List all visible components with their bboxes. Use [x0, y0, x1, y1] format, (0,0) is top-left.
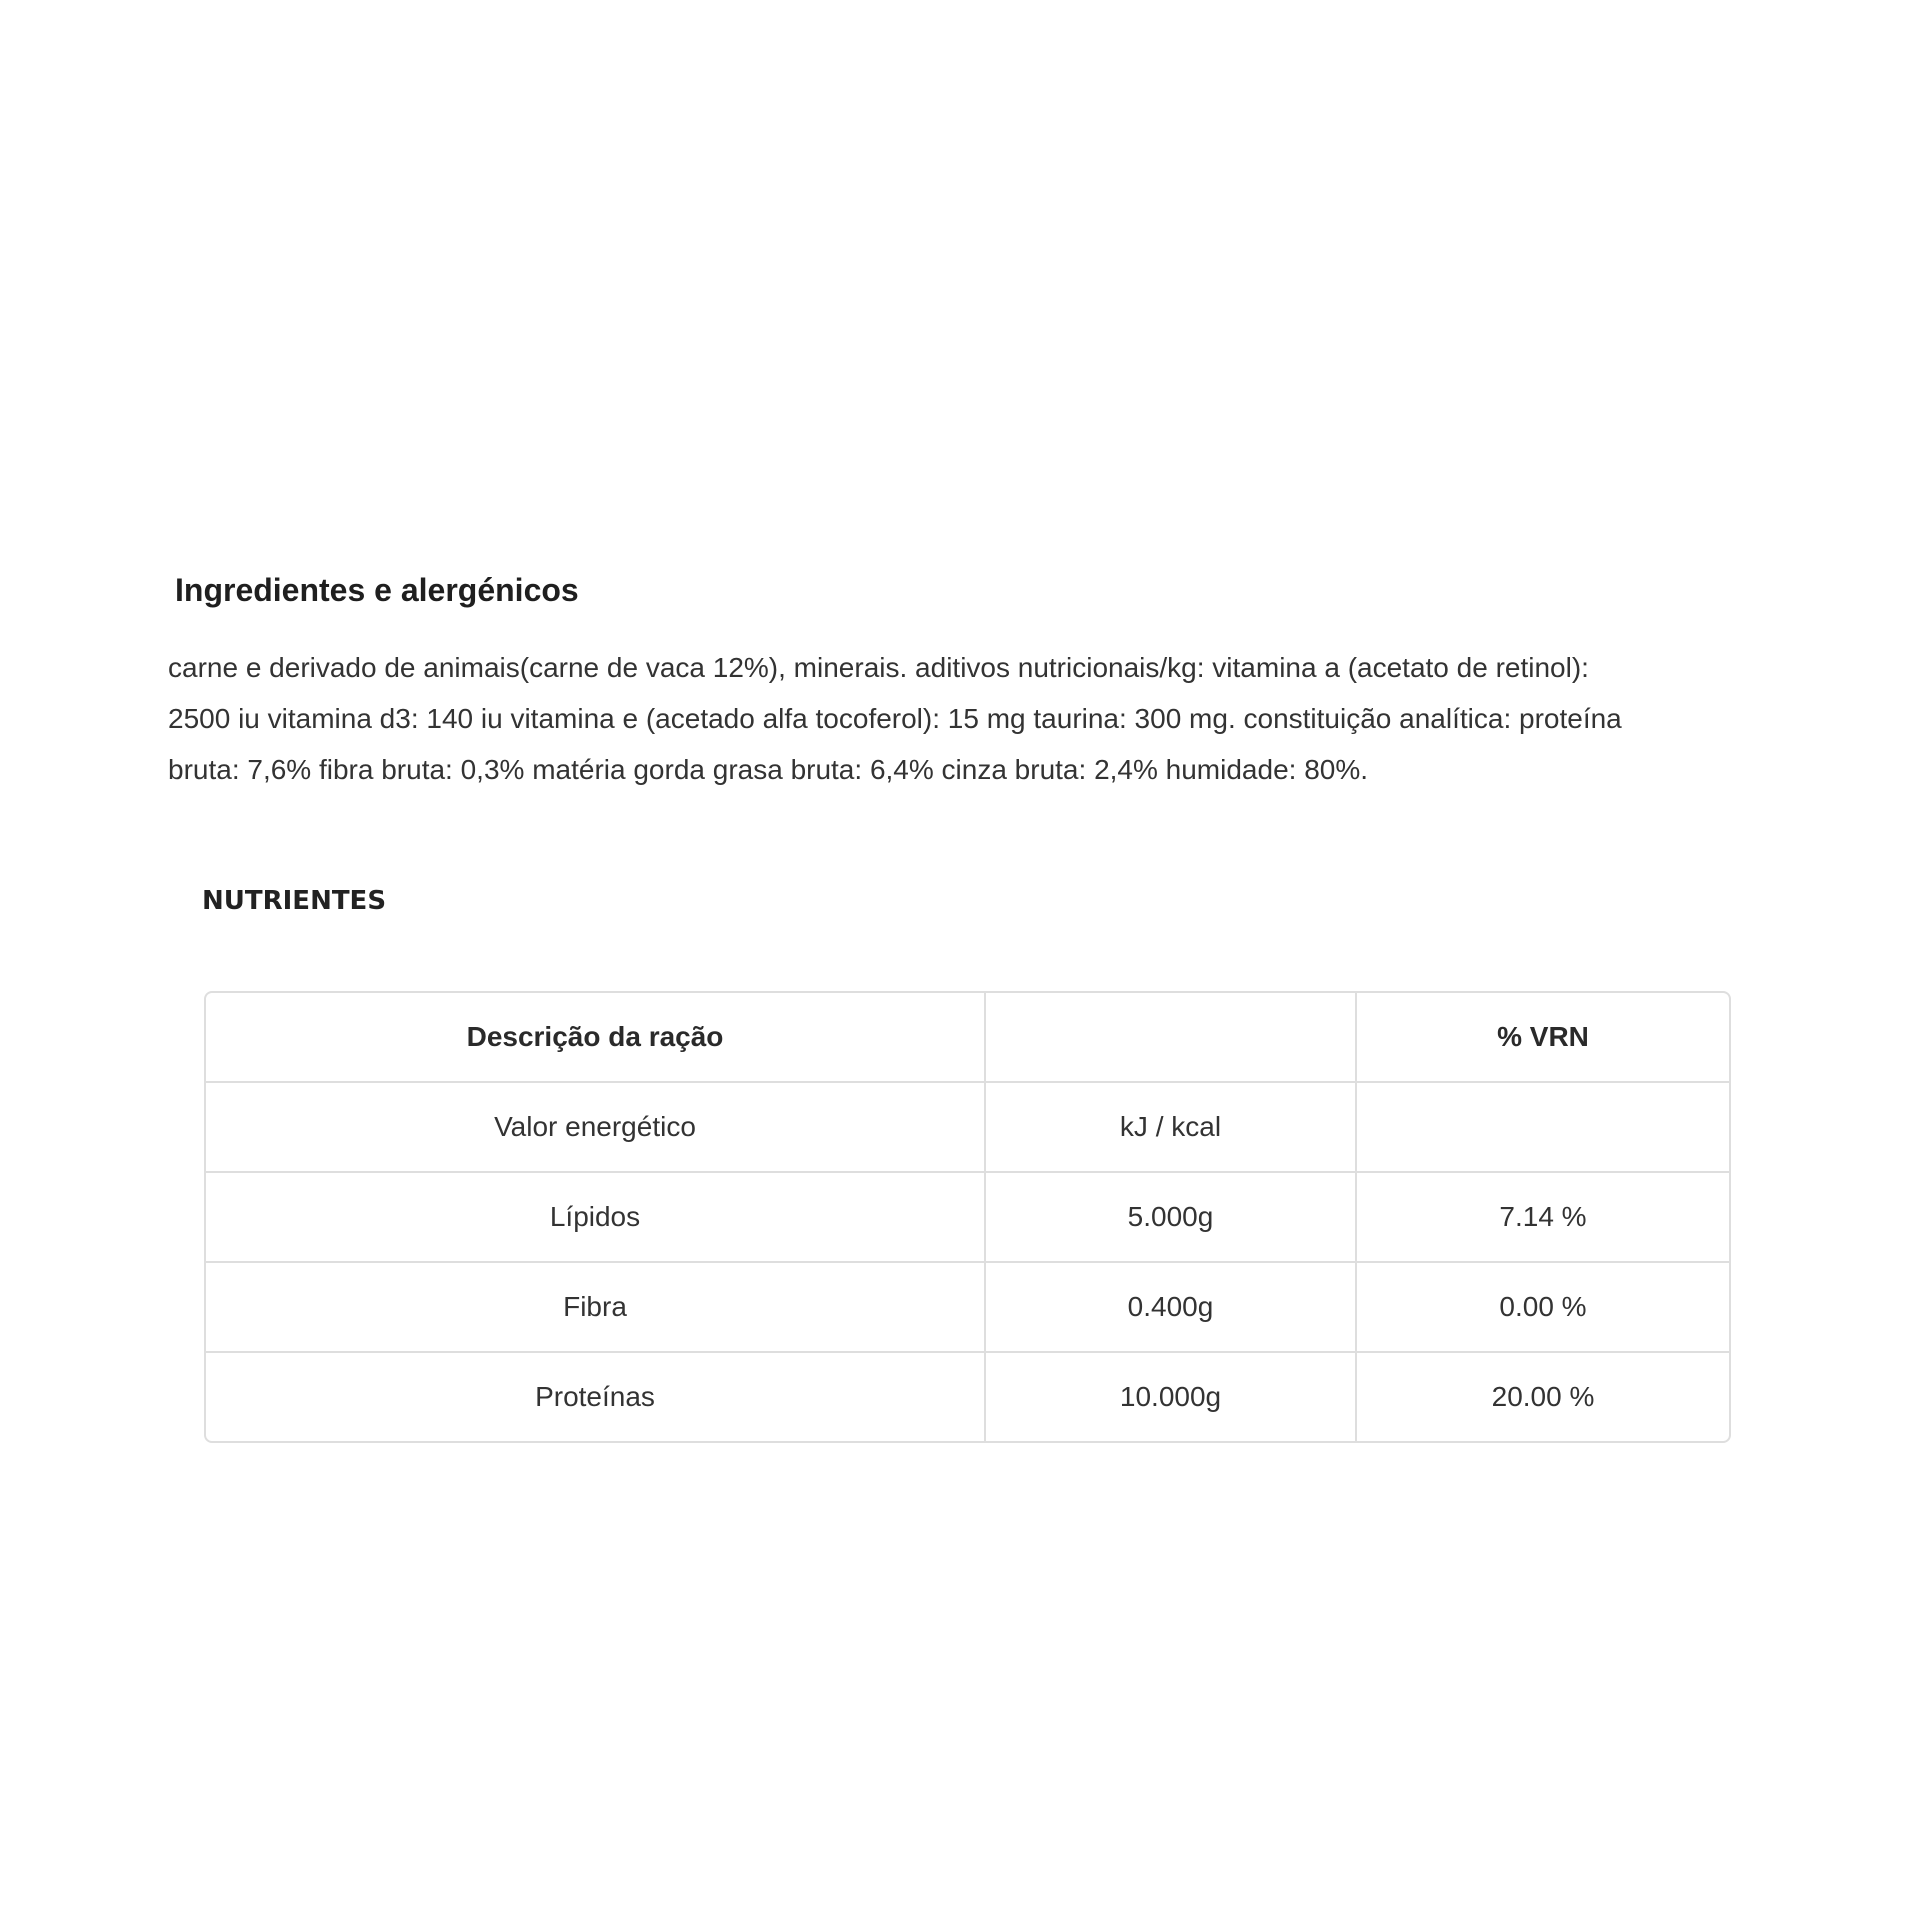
cell-vrn — [1356, 1082, 1729, 1172]
table-row — [206, 1352, 1729, 1441]
ingredients-line: carne e derivado de animais(carne de vaca 12%), minerais. aditivos nutricionais/kg: vitamina a (acetato de retinol): — [168, 652, 1589, 683]
cell-amount: 0.400g — [985, 1262, 1356, 1352]
cell-amount: 10.000g — [985, 1352, 1356, 1441]
cell-vrn: 7.14 % — [1356, 1172, 1729, 1262]
nutrients-heading: NUTRIENTES — [202, 886, 387, 916]
cell-description: Valor energético — [206, 1082, 985, 1172]
cell-description: Fibra — [206, 1262, 985, 1352]
header-description: Descrição da ração — [206, 993, 985, 1082]
cell-vrn: 20.00 % — [1491, 1381, 1595, 1412]
ingredients-title: Ingredientes e alergénicos — [175, 572, 579, 608]
ingredients-text — [168, 642, 1768, 795]
table-row — [206, 1082, 1729, 1172]
header-amount — [985, 993, 1356, 1082]
ingredients-line: bruta: 7,6% fibra bruta: 0,3% matéria gorda grasa bruta: 6,4% cinza bruta: 2,4% humidade: 80%. — [168, 754, 1369, 785]
cell-amount: kJ / kcal — [985, 1082, 1356, 1172]
cell-amount: 5.000g — [985, 1172, 1356, 1262]
cell-vrn: 0.00 % — [1356, 1262, 1729, 1352]
table-row — [206, 1172, 1729, 1262]
table-row — [206, 1262, 1729, 1352]
cell-description: Proteínas — [206, 1352, 985, 1441]
nutrients-table — [206, 993, 1729, 1441]
table-header-row — [206, 993, 1729, 1082]
nutrients-table-container — [204, 991, 1731, 1443]
cell-description: Lípidos — [206, 1172, 985, 1262]
header-vrn: % VRN — [1356, 993, 1729, 1082]
ingredients-line: 2500 iu vitamina d3: 140 iu vitamina e (acetado alfa tocoferol): 15 mg taurina: 300 mg. constituição analítica: proteína — [168, 703, 1622, 734]
